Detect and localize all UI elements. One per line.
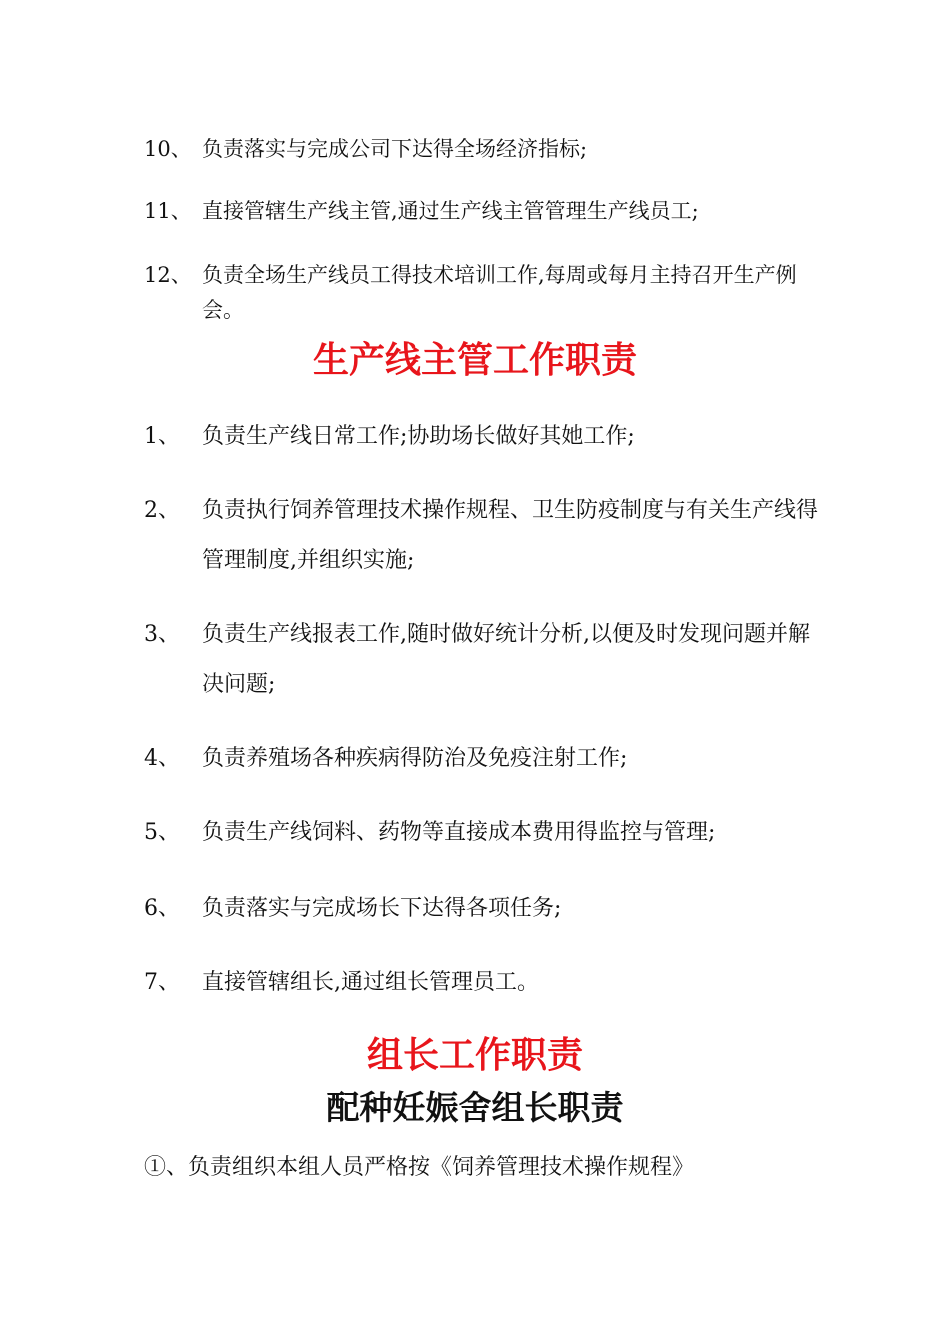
item-number: 7、 [144, 970, 180, 995]
list-item [144, 194, 824, 229]
list-item [144, 412, 824, 462]
section-title: 生产线主管工作职责 [312, 340, 637, 381]
item-text: 负责养殖场各种疾病得防治及免疫注射工作; [202, 746, 628, 771]
item-text: 负责生产线报表工作,随时做好统计分析,以便及时发现问题并解决问题; [202, 622, 810, 697]
list-item [144, 808, 824, 858]
item-text: 直接管辖组长,通过组长管理员工。 [202, 970, 539, 995]
list-item [144, 486, 824, 586]
item-number: 2、 [144, 498, 180, 523]
item-text: 负责生产线日常工作;协助场长做好其她工作; [202, 424, 635, 449]
item-number: 1、 [144, 424, 180, 449]
item-number: 3、 [144, 622, 180, 647]
item-text: 负责生产线饲料、药物等直接成本费用得监控与管理; [202, 820, 716, 845]
item-number: 4、 [144, 746, 180, 771]
item-text: 负责执行饲养管理技术操作规程、卫生防疫制度与有关生产线得管理制度,并组织实施; [202, 498, 819, 573]
item-number: 5、 [144, 820, 180, 845]
item-number: 11、 [144, 199, 192, 223]
list-item [144, 610, 824, 710]
item-text: 负责落实与完成场长下达得各项任务; [202, 896, 562, 921]
item-number: 10、 [144, 137, 192, 161]
list-item [144, 958, 824, 1008]
list-item [144, 884, 824, 934]
item-text: 负责落实与完成公司下达得全场经济指标; [202, 137, 588, 161]
list-item: ①、负责组织本组人员严格按《饲养管理技术操作规程》 [144, 1155, 695, 1180]
list-item [144, 258, 824, 328]
section-subtitle: 配种妊娠舍组长职责 [326, 1088, 624, 1127]
list-item [144, 132, 824, 167]
item-number: 12、 [144, 263, 192, 287]
item-text: 直接管辖生产线主管,通过生产线主管管理生产线员工; [202, 199, 699, 223]
list-item [144, 734, 824, 784]
item-number: 6、 [144, 896, 180, 921]
item-text: 负责全场生产线员工得技术培训工作,每周或每月主持召开生产例会。 [202, 263, 797, 322]
section-title: 组长工作职责 [366, 1035, 583, 1076]
